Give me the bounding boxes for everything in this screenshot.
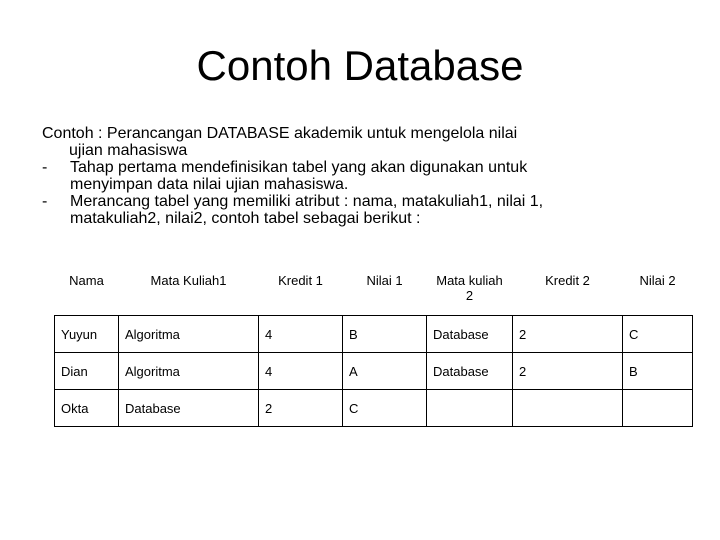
bullet-line2: menyimpan data nilai ujian mahasiswa. [70,176,349,193]
bullet-item [42,193,682,227]
header-nilai2: Nilai 2 [623,268,693,316]
cell-nilai2: B [623,353,693,390]
intro-lead [42,125,682,159]
table-row [55,353,693,390]
slide-title: Contoh Database [196,42,524,89]
bullet-line2: matakuliah2, nilai2, contoh tabel sebagai berikut : [70,210,421,227]
grades-table [54,268,693,427]
cell-kredit1: 4 [259,353,343,390]
intro-lead-line1: Contoh : Perancangan DATABASE akademik untuk mengelola nilai [42,125,518,142]
cell-mata-kuliah1: Algoritma [119,316,259,353]
cell-kredit2 [513,390,623,427]
cell-nama: Okta [55,390,119,427]
header-nilai1: Nilai 1 [343,268,427,316]
cell-mata-kuliah2: Database [427,316,513,353]
cell-kredit1: 2 [259,390,343,427]
cell-mata-kuliah2 [427,390,513,427]
bullet-line1: Tahap pertama mendefinisikan tabel yang akan digunakan untuk [70,159,528,176]
cell-mata-kuliah1: Database [119,390,259,427]
bullet-dash: - [42,159,48,176]
table-row [55,316,693,353]
bullet-item [42,159,682,193]
cell-nama: Dian [55,353,119,390]
cell-nilai1: C [343,390,427,427]
header-nama: Nama [55,268,119,316]
header-kredit1: Kredit 1 [259,268,343,316]
cell-nama: Yuyun [55,316,119,353]
cell-nilai2 [623,390,693,427]
cell-kredit2: 2 [513,316,623,353]
bullet-dash: - [42,193,48,210]
header-kredit2: Kredit 2 [513,268,623,316]
header-mata-kuliah1: Mata Kuliah1 [119,268,259,316]
table-row [55,390,693,427]
table-header-row [55,268,693,316]
intro-lead-line2: ujian mahasiswa [69,142,188,159]
cell-kredit1: 4 [259,316,343,353]
bullet-line1: Merancang tabel yang memiliki atribut : nama, matakuliah1, nilai 1, [70,193,544,210]
cell-mata-kuliah2: Database [427,353,513,390]
cell-kredit2: 2 [513,353,623,390]
cell-nilai1: B [343,316,427,353]
cell-nilai1: A [343,353,427,390]
cell-nilai2: C [623,316,693,353]
intro-text [42,125,682,227]
header-mata-kuliah2: Mata kuliah 2 [427,268,513,316]
cell-mata-kuliah1: Algoritma [119,353,259,390]
